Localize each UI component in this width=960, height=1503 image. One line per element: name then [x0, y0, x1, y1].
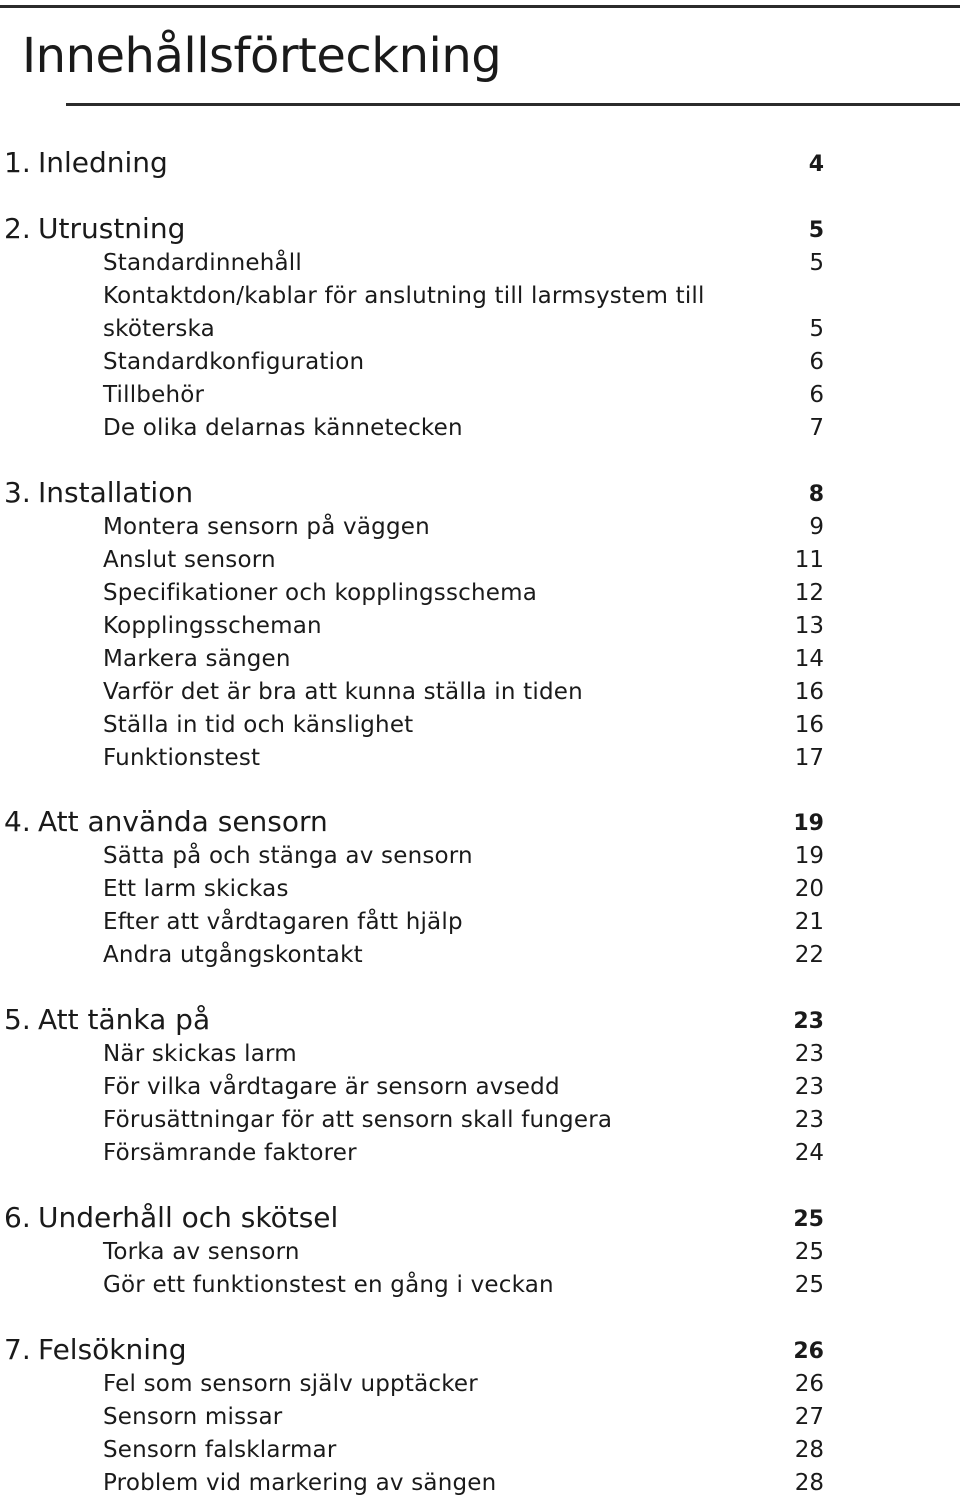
toc-section-3[interactable] — [0, 473, 960, 513]
entry-title: När skickas larm — [103, 1041, 297, 1067]
toc-entry[interactable] — [0, 247, 960, 280]
entry-page-number: 17 — [794, 745, 824, 771]
entry-title: Kopplingsscheman — [103, 613, 322, 639]
entry-title: Andra utgångskontakt — [103, 942, 363, 968]
section-title: Att tänka på — [38, 1003, 211, 1036]
entry-title: Gör ett funktionstest en gång i veckan — [103, 1272, 554, 1298]
toc-entry[interactable] — [0, 1071, 960, 1104]
toc-section-5[interactable] — [0, 1000, 960, 1040]
entry-title: Sensorn missar — [103, 1404, 283, 1430]
toc-entry[interactable] — [0, 1368, 960, 1401]
entry-page-number: 28 — [794, 1470, 824, 1496]
entry-title: För vilka vårdtagare är sensorn avsedd — [103, 1074, 560, 1100]
entry-page-number: 27 — [794, 1404, 824, 1430]
title-underline — [66, 103, 960, 106]
entry-page-number: 7 — [809, 415, 824, 441]
entry-title: sköterska — [103, 316, 215, 342]
entry-title: Standardkonfiguration — [103, 349, 365, 375]
toc-entry[interactable] — [0, 346, 960, 379]
entry-page-number: 23 — [794, 1041, 824, 1067]
toc-entry[interactable] — [0, 313, 960, 346]
entry-page-number: 6 — [809, 382, 824, 408]
toc-entry[interactable] — [0, 873, 960, 906]
entry-page-number: 16 — [794, 712, 824, 738]
section-page-number: 25 — [793, 1207, 824, 1232]
section-number: 1. — [4, 146, 31, 179]
section-page-number: 4 — [808, 152, 824, 177]
section-title: Underhåll och skötsel — [38, 1201, 339, 1234]
entry-title: Anslut sensorn — [103, 547, 276, 573]
section-page-number: 26 — [793, 1339, 824, 1364]
entry-page-number: 16 — [794, 679, 824, 705]
section-title: Felsökning — [38, 1333, 187, 1366]
section-title: Inledning — [38, 146, 168, 179]
toc-entry[interactable] — [0, 676, 960, 709]
entry-page-number: 12 — [794, 580, 824, 606]
section-number: 6. — [4, 1201, 31, 1234]
section-title: Installation — [38, 476, 194, 509]
entry-page-number: 25 — [794, 1239, 824, 1265]
entry-page-number: 23 — [794, 1107, 824, 1133]
entry-page-number: 13 — [794, 613, 824, 639]
entry-title: Funktionstest — [103, 745, 261, 771]
entry-title: Montera sensorn på väggen — [103, 514, 430, 540]
toc-entry[interactable] — [0, 412, 960, 445]
entry-page-number: 5 — [809, 316, 824, 342]
entry-title: Fel som sensorn själv upptäcker — [103, 1371, 478, 1397]
page-title: Innehållsförteckning — [22, 28, 502, 84]
section-number: 5. — [4, 1003, 31, 1036]
header-frame — [0, 0, 960, 110]
toc-entry[interactable] — [0, 544, 960, 577]
entry-title: Markera sängen — [103, 646, 291, 672]
entry-title: Ett larm skickas — [103, 876, 289, 902]
toc-entry[interactable] — [0, 709, 960, 742]
section-page-number: 5 — [808, 218, 824, 243]
entry-page-number: 28 — [794, 1437, 824, 1463]
toc-entry[interactable] — [0, 643, 960, 676]
section-number: 2. — [4, 212, 31, 245]
entry-title: Sensorn falsklarmar — [103, 1437, 337, 1463]
entry-title: Problem vid markering av sängen — [103, 1470, 497, 1496]
entry-title: Specifikationer och kopplingsschema — [103, 580, 538, 606]
entry-title: Tillbehör — [103, 382, 205, 408]
toc-entry[interactable] — [0, 1236, 960, 1269]
entry-title: Kontaktdon/kablar för anslutning till larmsystem till — [103, 283, 705, 309]
entry-page-number: 14 — [794, 646, 824, 672]
entry-page-number: 25 — [794, 1272, 824, 1298]
entry-page-number: 6 — [809, 349, 824, 375]
section-page-number: 19 — [793, 811, 824, 836]
entry-title: De olika delarnas kännetecken — [103, 415, 463, 441]
toc-entry[interactable] — [0, 511, 960, 544]
toc-section-1[interactable] — [0, 143, 960, 183]
entry-title: Ställa in tid och känslighet — [103, 712, 414, 738]
entry-title: Sätta på och stänga av sensorn — [103, 843, 473, 869]
toc-entry[interactable] — [0, 1137, 960, 1170]
entry-page-number: 21 — [794, 909, 824, 935]
section-number: 3. — [4, 476, 31, 509]
entry-title: Standardinnehåll — [103, 250, 302, 276]
section-page-number: 23 — [793, 1009, 824, 1034]
toc-section-6[interactable] — [0, 1198, 960, 1238]
section-title: Utrustning — [38, 212, 186, 245]
toc-entry[interactable] — [0, 1401, 960, 1434]
entry-title: Efter att vårdtagaren fått hjälp — [103, 909, 463, 935]
toc-entry[interactable] — [0, 939, 960, 972]
entry-page-number: 22 — [794, 942, 824, 968]
toc-entry[interactable] — [0, 280, 960, 313]
entry-page-number: 9 — [809, 514, 824, 540]
entry-title: Försämrande faktorer — [103, 1140, 357, 1166]
toc-entry[interactable] — [0, 1434, 960, 1467]
section-page-number: 8 — [808, 482, 824, 507]
toc-entry[interactable] — [0, 379, 960, 412]
section-title: Att använda sensorn — [38, 805, 328, 838]
entry-page-number: 20 — [794, 876, 824, 902]
toc-entry[interactable] — [0, 906, 960, 939]
toc-entry[interactable] — [0, 1104, 960, 1137]
toc-entry[interactable] — [0, 577, 960, 610]
toc-entry[interactable] — [0, 742, 960, 775]
entry-page-number: 23 — [794, 1074, 824, 1100]
entry-page-number: 11 — [794, 547, 824, 573]
entry-title: Varför det är bra att kunna ställa in tiden — [103, 679, 583, 705]
toc-entry[interactable] — [0, 1467, 960, 1500]
toc-entry[interactable] — [0, 840, 960, 873]
entry-title: Förusättningar för att sensorn skall fungera — [103, 1107, 613, 1133]
toc-entry[interactable] — [0, 1038, 960, 1071]
toc-entry[interactable] — [0, 1269, 960, 1302]
toc-section-7[interactable] — [0, 1330, 960, 1370]
top-border-line — [0, 5, 960, 8]
toc-section-2[interactable] — [0, 209, 960, 249]
entry-page-number: 19 — [794, 843, 824, 869]
entry-page-number: 5 — [809, 250, 824, 276]
toc-section-4[interactable] — [0, 802, 960, 842]
entry-page-number: 26 — [794, 1371, 824, 1397]
entry-title: Torka av sensorn — [103, 1239, 300, 1265]
toc-entry[interactable] — [0, 610, 960, 643]
entry-page-number: 24 — [794, 1140, 824, 1166]
section-number: 4. — [4, 805, 31, 838]
section-number: 7. — [4, 1333, 31, 1366]
